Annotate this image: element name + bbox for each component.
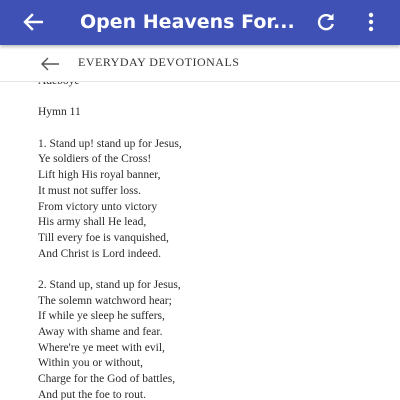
hymn-line: Where're ye meet with evil,	[38, 341, 165, 354]
back-button[interactable]	[18, 8, 48, 36]
stanza	[38, 137, 378, 263]
overflow-menu-button[interactable]	[358, 8, 384, 36]
refresh-icon	[316, 12, 336, 32]
hymn-line: It must not suffer loss.	[38, 184, 141, 197]
devotional-content	[38, 74, 378, 400]
hymn-line: Away with shame and fear.	[38, 326, 163, 338]
hymn-line: 2. Stand up, stand up for Jesus,	[38, 278, 181, 291]
hymn-title: Hymn 11	[38, 106, 81, 119]
refresh-button[interactable]	[313, 8, 339, 36]
section-header	[0, 45, 400, 82]
hymn-line: Ye soldiers of the Cross!	[38, 153, 152, 166]
hymn-line: Charge for the God of battles,	[38, 373, 176, 386]
arrow-back-icon	[40, 57, 60, 71]
more-vert-icon	[368, 12, 374, 32]
hymn-line: Lift high His royal banner,	[38, 169, 161, 182]
app-bar	[0, 0, 400, 45]
arrow-back-icon	[23, 13, 43, 31]
hymn-line: And put the foe to rout.	[38, 388, 146, 400]
app-title: Open Heavens For...	[80, 11, 295, 33]
hymn-line: From victory unto victory	[38, 200, 158, 213]
hymn-line: His army shall He lead,	[38, 216, 147, 229]
hymn-line: And Christ is Lord indeed.	[38, 247, 161, 260]
hymn-line: Within you or without,	[38, 357, 143, 370]
hymn-line: If while ye sleep he suffers,	[38, 310, 165, 323]
section-back-button[interactable]	[38, 53, 62, 75]
stanza	[38, 278, 378, 400]
hymn-line: 1. Stand up! stand up for Jesus,	[38, 137, 182, 150]
hymn-line: The solemn watchword hear;	[38, 294, 172, 307]
section-title: EVERYDAY DEVOTIONALS	[78, 55, 240, 69]
hymn-line: Till every foe is vanquished,	[38, 231, 169, 244]
